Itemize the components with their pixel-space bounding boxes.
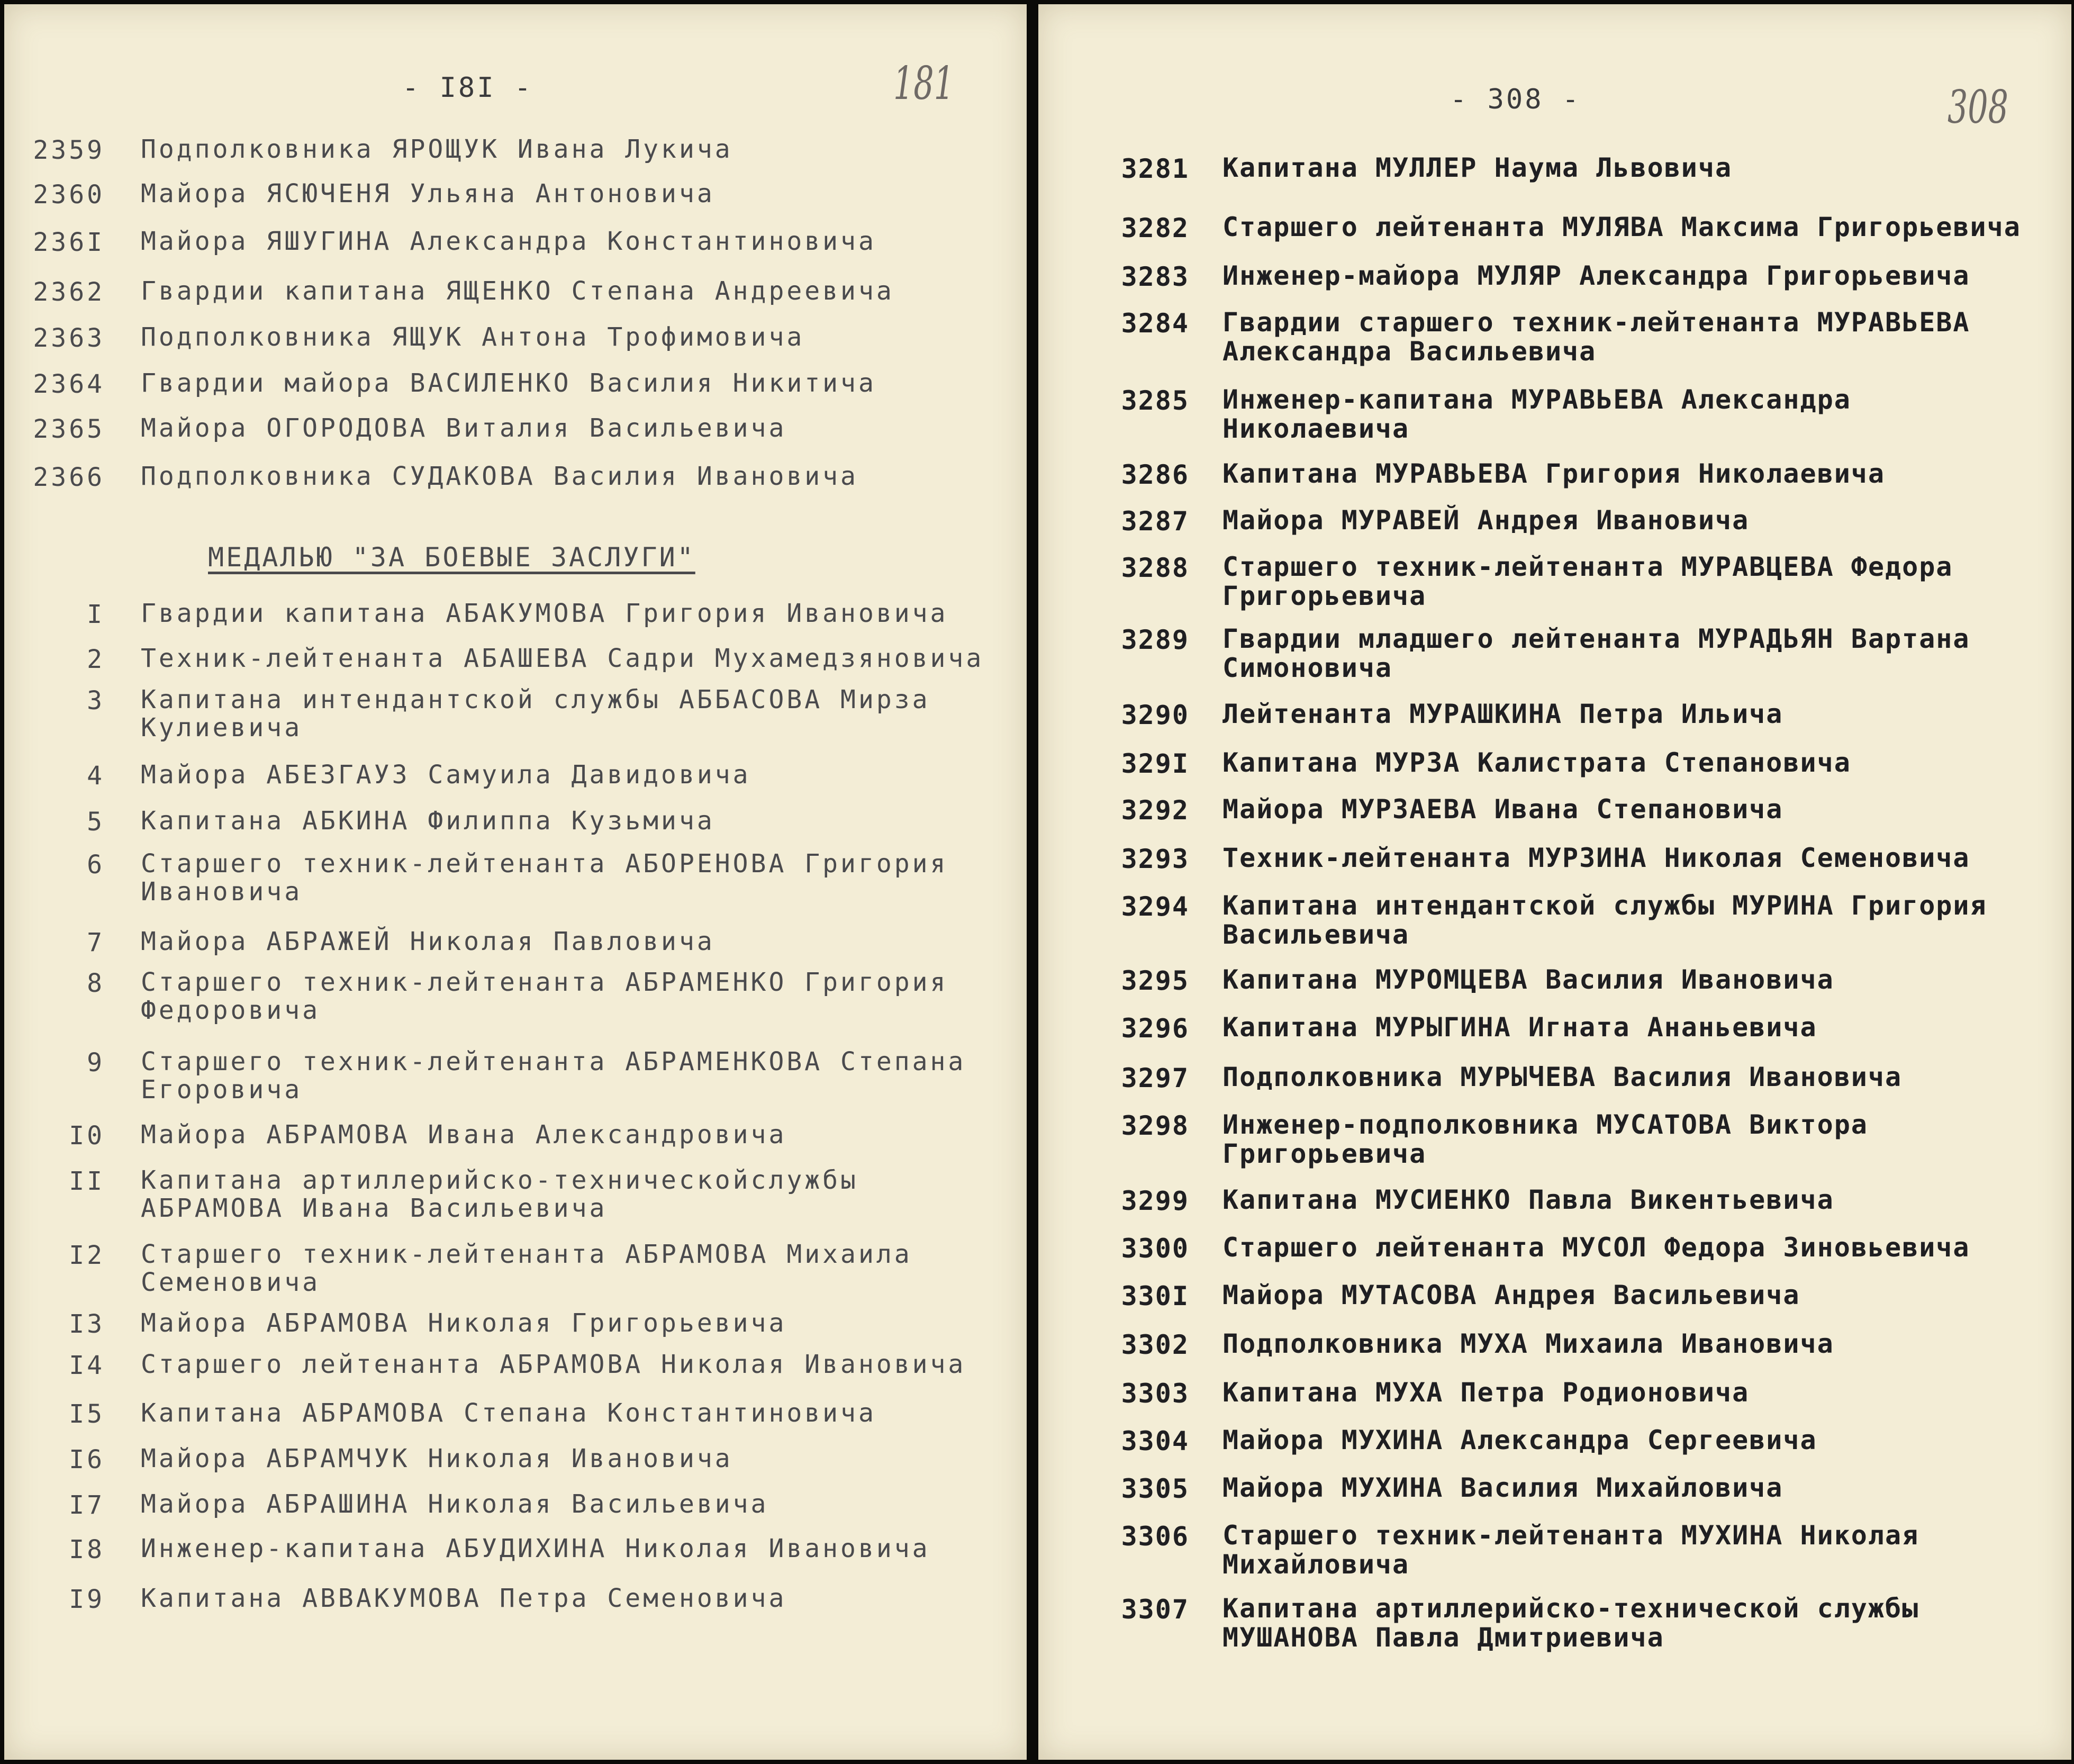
entry-text: Майора ОГОРОДОВА Виталия Васильевича xyxy=(141,413,787,443)
entry-number: 3297 xyxy=(1121,1063,1189,1093)
entry-text: Майора АБРАЖЕЙ Николая Павловича xyxy=(141,927,715,956)
entry-number: I0 xyxy=(69,1121,105,1151)
entry-text: Техник-лейтенанта АБАШЕВА Садри Мухамедзяновича xyxy=(141,644,984,673)
entry-text: Майора АБРАМЧУК Николая Ивановича xyxy=(141,1444,733,1473)
entry-number: 3305 xyxy=(1121,1473,1189,1504)
entry-text: Старшего техник-лейтенанта АБОРЕНОВА Григория Ивановича xyxy=(141,849,948,907)
entry-text: Майора АБРАМОВА Ивана Александровича xyxy=(141,1120,787,1150)
entry-number: 3284 xyxy=(1121,308,1189,339)
entry-number: I3 xyxy=(69,1309,105,1339)
entry-text: Инженер-капитана АБУДИХИНА Николая Ивановича xyxy=(141,1534,930,1563)
entry-text: Капитана МУРАВЬЕВА Григория Николаевича xyxy=(1222,458,1885,489)
entry-number: 6 xyxy=(87,850,105,880)
entry-number: I6 xyxy=(69,1445,105,1474)
entry-number: 3286 xyxy=(1121,459,1189,490)
entry-text: Капитана интендантской службы МУРИНА Григория Васильевича xyxy=(1222,890,1987,950)
entry-number: 3288 xyxy=(1121,553,1189,583)
entry-number: 329I xyxy=(1121,748,1189,779)
entry-number: I8 xyxy=(69,1535,105,1564)
entry-text: Старшего техник-лейтенанта МУРАВЦЕВА Федора Григорьевича xyxy=(1222,551,1953,611)
entry-number: 3294 xyxy=(1121,891,1189,922)
entry-text: Старшего техник-лейтенанта АБРАМЕНКОВА Степана Егоровича xyxy=(141,1047,966,1105)
entry-text: Капитана АБКИНА Филиппа Кузьмича xyxy=(141,806,715,836)
entry-number: 3292 xyxy=(1121,795,1189,826)
section-heading: МЕДАЛЬЮ "ЗА БОЕВЫЕ ЗАСЛУГИ" xyxy=(208,542,695,573)
entry-number: I2 xyxy=(69,1241,105,1270)
entry-text: Инженер-майора МУЛЯР Александра Григорьевича xyxy=(1222,260,1970,291)
entry-number: I9 xyxy=(69,1585,105,1614)
entry-number: I7 xyxy=(69,1490,105,1520)
entry-text: Инженер-подполковника МУСАТОВА Виктора Григорьевича xyxy=(1222,1109,1868,1169)
entry-text: Майора АБЕЗГАУЗ Самуила Давидовича xyxy=(141,760,751,790)
entry-text: Майора МУРАВЕЙ Андрея Ивановича xyxy=(1222,505,1750,536)
entry-text: Инженер-капитана МУРАВЬЕВА Александра Николаевича xyxy=(1222,384,1851,444)
entry-text: Гвардии капитана ЯЩЕНКО Степана Андреевича xyxy=(141,276,894,306)
entry-number: 2360 xyxy=(33,180,105,210)
entry-number: 3295 xyxy=(1121,965,1189,996)
entry-number: 3290 xyxy=(1121,700,1189,730)
entry-text: Майора ЯШУГИНА Александра Константиновича xyxy=(141,227,876,256)
entry-number: 8 xyxy=(87,969,105,998)
entry-text: Старшего лейтенанта МУЛЯВА Максима Григорьевича xyxy=(1222,212,2021,242)
entry-number: 3298 xyxy=(1121,1110,1189,1141)
entry-number: 3287 xyxy=(1121,506,1189,537)
entry-text: Капитана интендантской службы АББАСОВА Мирза Кулиевича xyxy=(141,685,930,743)
entry-text: Подполковника МУРЫЧЕВА Василия Ивановича xyxy=(1222,1062,1903,1092)
entry-text: Капитана артиллерийско-техническойслужбы АБРАМОВА Ивана Васильевича xyxy=(141,1165,858,1223)
entry-text: Капитана МУРОМЦЕВА Василия Ивановича xyxy=(1222,964,1834,995)
entry-number: 236I xyxy=(33,228,105,257)
entry-text: Старшего лейтенанта АБРАМОВА Николая Ивановича xyxy=(141,1350,966,1379)
entry-text: Старшего техник-лейтенанта АБРАМЕНКО Григория Федоровича xyxy=(141,967,948,1025)
entry-number: 3304 xyxy=(1121,1426,1189,1457)
entry-number: 3307 xyxy=(1121,1594,1189,1625)
entry-number: 3299 xyxy=(1121,1186,1189,1216)
entry-text: Подполковника ЯРОЩУК Ивана Лукича xyxy=(141,134,733,164)
entry-text: Гвардии капитана АБАКУМОВА Григория Ивановича xyxy=(141,599,948,628)
entry-number: 2364 xyxy=(33,369,105,399)
entry-text: Капитана МУХА Петра Родионовича xyxy=(1222,1377,1750,1408)
entry-text: Старшего техник-лейтенанта АБРАМОВА Михаила Семеновича xyxy=(141,1240,912,1297)
entry-text: Капитана артиллерийско-технической службы МУШАНОВА Павла Дмитриевича xyxy=(1222,1593,1919,1653)
entry-text: Майора АБРАМОВА Николая Григорьевича xyxy=(141,1308,787,1338)
entry-number: 2 xyxy=(87,645,105,674)
entry-number: 4 xyxy=(87,761,105,791)
entry-text: Гвардии младшего лейтенанта МУРАДЬЯН Вартана Симоновича xyxy=(1222,623,1970,683)
entry-text: Майора МУХИНА Александра Сергеевича xyxy=(1222,1425,1817,1455)
entry-number: I xyxy=(87,600,105,629)
entry-number: 2362 xyxy=(33,277,105,307)
entry-number: 3285 xyxy=(1121,385,1189,416)
entry-text: Старшего лейтенанта МУСОЛ Федора Зиновьевича xyxy=(1222,1232,1970,1263)
right-page xyxy=(1038,4,2071,1760)
entry-number: I4 xyxy=(69,1351,105,1380)
entry-text: Подполковника СУДАКОВА Василия Ивановича xyxy=(141,462,858,491)
entry-number: 3296 xyxy=(1121,1013,1189,1044)
page-number: - 308 - xyxy=(1450,84,1581,115)
entry-number: I5 xyxy=(69,1399,105,1429)
entry-number: II xyxy=(69,1166,105,1196)
entry-number: 2366 xyxy=(33,463,105,492)
entry-text: Майора ЯСЮЧЕНЯ Ульяна Антоновича xyxy=(141,179,715,209)
entry-number: 3 xyxy=(87,686,105,716)
entry-number: 2365 xyxy=(33,414,105,444)
handwritten-page-number: 308 xyxy=(1948,81,2008,134)
entry-text: Гвардии майора ВАСИЛЕНКО Василия Никитича xyxy=(141,368,876,398)
entry-number: 2363 xyxy=(33,323,105,353)
entry-text: Капитана МУЛЛЕР Наума Львовича xyxy=(1222,152,1733,183)
entry-number: 3283 xyxy=(1121,261,1189,292)
entry-text: Лейтенанта МУРАШКИНА Петра Ильича xyxy=(1222,699,1783,729)
entry-number: 3289 xyxy=(1121,625,1189,655)
handwritten-page-number: 181 xyxy=(893,57,954,110)
entry-text: Старшего техник-лейтенанта МУХИНА Николая Михайловича xyxy=(1222,1520,1919,1580)
entry-text: Майора МУТАСОВА Андрея Васильевича xyxy=(1222,1280,1800,1310)
page-gutter xyxy=(1027,0,1038,1764)
entry-text: Майора АБРАШИНА Николая Васильевича xyxy=(141,1489,769,1519)
left-page xyxy=(4,4,1027,1760)
entry-text: Майора МУРЗАЕВА Ивана Степановича xyxy=(1222,794,1783,825)
entry-number: 2359 xyxy=(33,135,105,165)
entry-text: Капитана МУСИЕНКО Павла Викентьевича xyxy=(1222,1184,1834,1215)
entry-number: 3282 xyxy=(1121,213,1189,243)
entry-text: Подполковника МУХА Михаила Ивановича xyxy=(1222,1328,1834,1359)
entry-number: 9 xyxy=(87,1048,105,1078)
entry-text: Капитана АБРАМОВА Степана Константиновича xyxy=(141,1398,876,1428)
entry-number: 3303 xyxy=(1121,1378,1189,1409)
entry-text: Капитана МУРЫГИНА Игната Ананьевича xyxy=(1222,1012,1817,1043)
entry-number: 7 xyxy=(87,928,105,957)
entry-text: Гвардии старшего техник-лейтенанта МУРАВЬЕВА Александра Васильевича xyxy=(1222,307,1970,367)
entry-text: Капитана МУРЗА Калистрата Степановича xyxy=(1222,747,1851,778)
page-number: - I8I - xyxy=(402,72,533,104)
entry-number: 330I xyxy=(1121,1281,1189,1311)
entry-text: Техник-лейтенанта МУРЗИНА Николая Семеновича xyxy=(1222,843,1970,873)
entry-text: Подполковника ЯЩУК Антона Трофимовича xyxy=(141,322,805,352)
entry-number: 3293 xyxy=(1121,844,1189,874)
entry-number: 3302 xyxy=(1121,1329,1189,1360)
entry-number: 3306 xyxy=(1121,1521,1189,1552)
entry-text: Капитана АВВАКУМОВА Петра Семеновича xyxy=(141,1584,787,1613)
entry-number: 5 xyxy=(87,807,105,837)
entry-number: 3281 xyxy=(1121,153,1189,184)
entry-number: 3300 xyxy=(1121,1233,1189,1264)
entry-text: Майора МУХИНА Василия Михайловича xyxy=(1222,1472,1783,1503)
